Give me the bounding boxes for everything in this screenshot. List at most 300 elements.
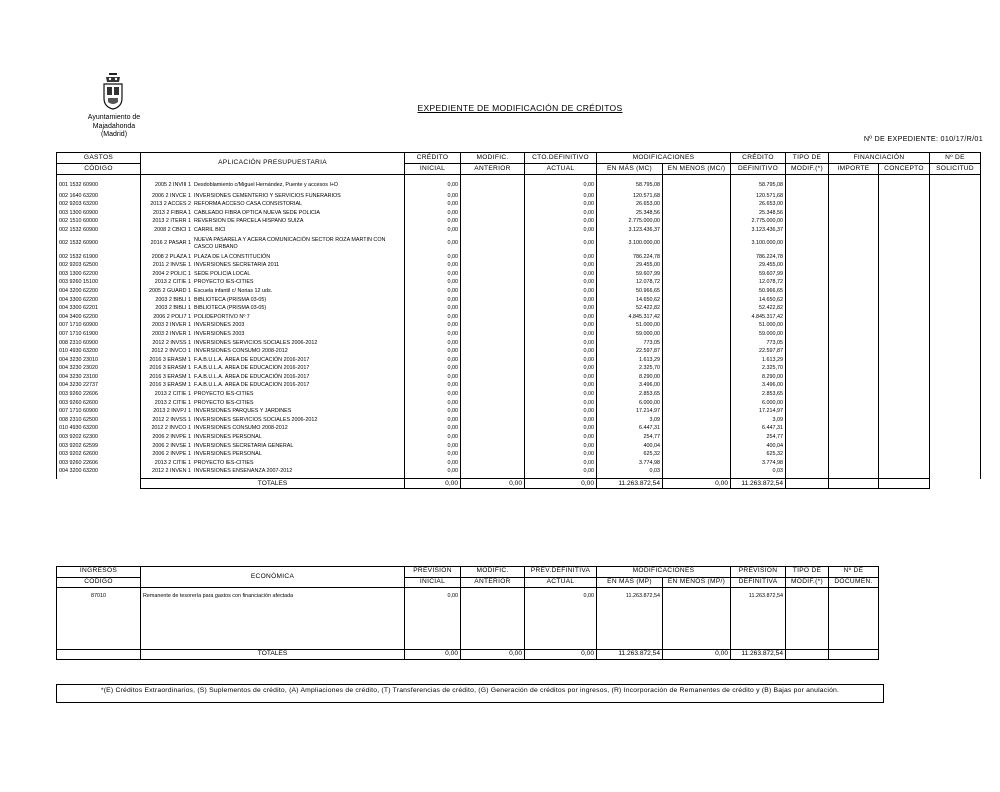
row-definitivo: 52.422,82 (731, 305, 786, 314)
row-anterior (461, 262, 525, 271)
row-concepto (879, 296, 930, 305)
table-row (57, 390, 981, 399)
table-row (57, 348, 981, 357)
row-actual: 0,00 (525, 408, 597, 417)
row-en-mas: 3,09 (597, 416, 663, 425)
row-inicial: 0,00 (405, 330, 461, 339)
row-en-mas: 254,77 (597, 433, 663, 442)
row-importe (829, 451, 879, 460)
row-definitivo: 14.650,62 (731, 296, 786, 305)
row-anterior (461, 218, 525, 227)
row-codigo: 003 1300 60900 (57, 209, 141, 218)
row-tipo (786, 192, 829, 201)
row-inicial: 0,00 (405, 270, 461, 279)
row-concepto (879, 201, 930, 210)
row-importe (829, 175, 879, 193)
row-descripcion: F.A.B.U.L.A. ÁREA DE EDUCACIÓN 2016-2017 (194, 373, 310, 380)
row-concepto (879, 330, 930, 339)
row-inicial: 0,00 (405, 365, 461, 374)
ing-total-anterior: 0,00 (461, 650, 525, 660)
row-anterior (461, 468, 525, 477)
row-importe (829, 305, 879, 314)
row-actual: 0,00 (525, 305, 597, 314)
row-concepto (879, 313, 930, 322)
row-en-mas: 400,04 (597, 442, 663, 451)
row-anterior (461, 270, 525, 279)
row-en-menos (663, 433, 731, 442)
row-codigo: 004 3300 62201 (57, 305, 141, 314)
header-modif: MODIF.(*) (786, 164, 829, 175)
row-aplicacion (141, 390, 405, 399)
row-solicitud (930, 416, 981, 425)
row-tipo (786, 226, 829, 235)
row-concepto (879, 373, 930, 382)
row-en-mas: 50.966,65 (597, 287, 663, 296)
row-aplicacion (141, 356, 405, 365)
row-inicial: 0,00 (405, 425, 461, 434)
row-en-menos (663, 408, 731, 417)
row-solicitud (930, 399, 981, 408)
table-row (57, 433, 981, 442)
table-row (57, 313, 981, 322)
row-tipo (786, 468, 829, 477)
table-row (57, 468, 981, 477)
table-row (57, 253, 981, 262)
row-codigo: 010 4930 63200 (57, 425, 141, 434)
row-definitivo: 12.078,72 (731, 279, 786, 288)
table-row (57, 373, 981, 382)
row-descripcion: INVERSIONES CEMENTERIO Y SERVICIOS FUNERARIOS (194, 192, 341, 199)
row-tipo (786, 459, 829, 468)
row-solicitud (930, 382, 981, 391)
row-definitivo: 58.795,08 (731, 175, 786, 193)
ing-inicial: 0,00 (405, 588, 461, 650)
row-concepto (879, 175, 930, 193)
row-codigo: 002 1532 60900 (57, 235, 141, 253)
row-en-menos (663, 390, 731, 399)
row-inicial: 0,00 (405, 175, 461, 193)
row-codigo: 003 9260 15100 (57, 279, 141, 288)
row-inicial: 0,00 (405, 209, 461, 218)
row-inicial: 0,00 (405, 296, 461, 305)
row-aplicacion (141, 442, 405, 451)
row-anterior (461, 356, 525, 365)
row-proyecto: 2006 2 INVPE 1 (152, 451, 191, 458)
row-actual: 0,00 (525, 279, 597, 288)
row-inicial: 0,00 (405, 451, 461, 460)
row-codigo: 002 1532 60900 (57, 226, 141, 235)
row-anterior (461, 305, 525, 314)
row-proyecto: 2006 2 POLI7 1 (153, 313, 191, 320)
row-codigo: 007 1710 61900 (57, 330, 141, 339)
row-proyecto: 2013 2 INVPJ 1 (153, 408, 191, 415)
row-definitivo: 59.000,00 (731, 330, 786, 339)
row-codigo: 003 9202 62300 (57, 433, 141, 442)
row-solicitud (930, 390, 981, 399)
row-anterior (461, 433, 525, 442)
row-aplicacion (141, 433, 405, 442)
table-row (57, 218, 981, 227)
row-en-mas: 59.000,00 (597, 330, 663, 339)
total-inicial: 0,00 (405, 479, 461, 489)
row-aplicacion (141, 365, 405, 374)
table-row (57, 416, 981, 425)
row-aplicacion (141, 348, 405, 357)
row-definitivo: 254,77 (731, 433, 786, 442)
row-anterior (461, 296, 525, 305)
table-row (57, 235, 981, 253)
row-definitivo: 25.348,56 (731, 209, 786, 218)
ing-total-inicial: 0,00 (405, 650, 461, 660)
row-inicial: 0,00 (405, 390, 461, 399)
row-aplicacion (141, 253, 405, 262)
row-descripcion: PROYECTO IES-CITIES (194, 279, 254, 286)
row-concepto (879, 459, 930, 468)
row-concepto (879, 279, 930, 288)
row-anterior (461, 408, 525, 417)
row-importe (829, 468, 879, 477)
row-concepto (879, 451, 930, 460)
row-aplicacion (141, 296, 405, 305)
row-actual: 0,00 (525, 209, 597, 218)
table-row (57, 226, 981, 235)
row-codigo: 004 3230 23010 (57, 356, 141, 365)
row-actual: 0,00 (525, 468, 597, 477)
ing-header-codigo: CÓDIGO (57, 577, 141, 588)
row-descripcion: F.A.B.U.L.A. ÁREA DE EDUCACIÓN 2016-2017 (194, 382, 310, 389)
row-actual: 0,00 (525, 339, 597, 348)
row-importe (829, 356, 879, 365)
expediente-number: Nº DE EXPEDIENTE: 010/17/R/01 (863, 134, 983, 143)
row-inicial: 0,00 (405, 433, 461, 442)
row-concepto (879, 235, 930, 253)
row-aplicacion (141, 287, 405, 296)
row-descripcion: PLAZA DE LA CONSTITUCIÓN (194, 253, 271, 260)
row-tipo (786, 348, 829, 357)
row-solicitud (930, 425, 981, 434)
row-codigo: 010 4930 63200 (57, 348, 141, 357)
row-proyecto: 2012 2 INVCO 1 (151, 348, 191, 355)
row-proyecto: 2008 2 PLAZA 1 (151, 253, 191, 260)
row-definitivo: 29.455,00 (731, 262, 786, 271)
row-tipo (786, 218, 829, 227)
row-importe (829, 390, 879, 399)
row-importe (829, 322, 879, 331)
row-tipo (786, 175, 829, 193)
row-en-menos (663, 382, 731, 391)
row-proyecto: 2006 2 INVCE 1 (152, 192, 191, 199)
row-en-menos (663, 253, 731, 262)
row-importe (829, 365, 879, 374)
row-descripcion: REFORMA ACCESO CASA CONSISTORIAL (194, 201, 303, 208)
row-tipo (786, 339, 829, 348)
ing-header-definitiva: DEFINITIVA (731, 577, 786, 588)
row-descripcion: F.A.B.U.L.A. ÁREA DE EDUCACIÓN 2016-2017 (194, 365, 310, 372)
row-en-mas: 4.845.317,42 (597, 313, 663, 322)
row-tipo (786, 390, 829, 399)
row-inicial: 0,00 (405, 218, 461, 227)
row-solicitud (930, 373, 981, 382)
row-importe (829, 425, 879, 434)
row-codigo: 004 3400 62200 (57, 313, 141, 322)
row-inicial: 0,00 (405, 226, 461, 235)
row-codigo: 002 1532 61900 (57, 253, 141, 262)
row-en-menos (663, 356, 731, 365)
row-en-mas: 3.496,00 (597, 382, 663, 391)
table-row (57, 296, 981, 305)
row-concepto (879, 416, 930, 425)
row-importe (829, 218, 879, 227)
row-actual: 0,00 (525, 192, 597, 201)
row-actual: 0,00 (525, 390, 597, 399)
row-concepto (879, 356, 930, 365)
table-row (57, 382, 981, 391)
row-proyecto: 2016 3 ERASM 1 (149, 365, 191, 372)
row-en-menos (663, 201, 731, 210)
row-aplicacion (141, 226, 405, 235)
row-importe (829, 373, 879, 382)
row-descripcion: POLIDEPORTIVO Nº 7 (194, 313, 250, 320)
header-modificaciones: MODIFICACIONES (597, 153, 731, 164)
table-row (57, 279, 981, 288)
row-anterior (461, 348, 525, 357)
row-en-mas: 773,05 (597, 339, 663, 348)
row-en-mas: 1.613,29 (597, 356, 663, 365)
row-anterior (461, 339, 525, 348)
ing-header-anterior: ANTERIOR (461, 577, 525, 588)
row-en-mas: 17.214,97 (597, 408, 663, 417)
row-definitivo: 51.000,00 (731, 322, 786, 331)
row-aplicacion (141, 262, 405, 271)
table-row (57, 201, 981, 210)
row-descripcion: CABLEADO FIBRA OPTICA NUEVA SEDE POLICIA (194, 209, 321, 216)
ing-header-ingresos: INGRESOS (57, 567, 141, 578)
row-en-mas: 12.078,72 (597, 279, 663, 288)
row-tipo (786, 408, 829, 417)
row-aplicacion (141, 305, 405, 314)
total-en-menos: 0,00 (663, 479, 731, 489)
row-proyecto: 2016 3 ERASM 1 (149, 382, 191, 389)
table-row (57, 442, 981, 451)
ing-header-tipo: TIPO DE (786, 567, 829, 578)
row-tipo (786, 399, 829, 408)
table-row (57, 408, 981, 417)
row-inicial: 0,00 (405, 201, 461, 210)
org-line-3: (Madrid) (100, 131, 128, 138)
row-aplicacion (141, 175, 405, 193)
row-actual: 0,00 (525, 270, 597, 279)
row-en-mas: 8.290,00 (597, 373, 663, 382)
ing-codigo: 87010 (57, 588, 141, 650)
row-definitivo: 59.607,99 (731, 270, 786, 279)
row-definitivo: 3,09 (731, 416, 786, 425)
header-definitivo: DEFINITIVO (731, 164, 786, 175)
ing-total-en-menos: 0,00 (663, 650, 731, 660)
row-importe (829, 279, 879, 288)
header-concepto: CONCEPTO (879, 164, 930, 175)
footnote: *(E) Créditos Extraordinarios, (S) Suplementos de crédito, (A) Ampliaciones de crédito, (T) Transferencias de crédito, (G) Generación de créditos por ingresos, (R) Incorporación de Remanentes de crédito y (B) Bajas por anulación. (56, 684, 884, 703)
header-gastos: GASTOS (57, 153, 141, 164)
row-descripcion: CARRIL BICI (194, 226, 226, 233)
header-cto-definitivo: CTO.DEFINITIVO (525, 153, 597, 164)
row-actual: 0,00 (525, 218, 597, 227)
row-aplicacion (141, 201, 405, 210)
row-codigo: 004 3230 23020 (57, 365, 141, 374)
row-actual: 0,00 (525, 365, 597, 374)
row-concepto (879, 365, 930, 374)
row-inicial: 0,00 (405, 235, 461, 253)
row-inicial: 0,00 (405, 468, 461, 477)
row-importe (829, 296, 879, 305)
row-definitivo: 3.100.000,00 (731, 235, 786, 253)
row-definitivo: 8.290,00 (731, 373, 786, 382)
row-en-menos (663, 330, 731, 339)
row-descripcion: BIBLIOTECA (PRISMA 03-05) (194, 305, 267, 312)
row-solicitud (930, 330, 981, 339)
row-proyecto: 2013 2 CITIE 1 (154, 399, 191, 406)
row-en-menos (663, 322, 731, 331)
row-importe (829, 313, 879, 322)
row-aplicacion (141, 322, 405, 331)
row-importe (829, 192, 879, 201)
row-definitivo: 3.774,98 (731, 459, 786, 468)
row-en-menos (663, 305, 731, 314)
row-anterior (461, 175, 525, 193)
row-descripcion: INVERSIONES CONSUMO 2008-2012 (194, 348, 288, 355)
row-codigo: 003 9202 62600 (57, 451, 141, 460)
row-concepto (879, 348, 930, 357)
table-row (57, 287, 981, 296)
row-descripcion: INVERSIONES SERVICIOS SOCIALES 2006-2012 (194, 416, 318, 423)
row-anterior (461, 235, 525, 253)
ing-header-prevision-def: PREVISIÓN (731, 567, 786, 578)
row-anterior (461, 209, 525, 218)
row-tipo (786, 201, 829, 210)
row-definitivo: 3.123.436,37 (731, 226, 786, 235)
ing-en-mas: 11.263.872,54 (597, 588, 663, 650)
header-en-mas: EN MÁS (MC) (597, 164, 663, 175)
row-proyecto: 2013 2 CITIE 1 (154, 459, 191, 466)
row-concepto (879, 287, 930, 296)
row-aplicacion (141, 399, 405, 408)
row-actual: 0,00 (525, 425, 597, 434)
row-en-mas: 3.123.436,37 (597, 226, 663, 235)
row-solicitud (930, 287, 981, 296)
row-concepto (879, 390, 930, 399)
ing-header-documen-2: DOCUMEN. (829, 577, 879, 588)
row-en-menos (663, 442, 731, 451)
row-aplicacion (141, 279, 405, 288)
row-solicitud (930, 339, 981, 348)
row-inicial: 0,00 (405, 382, 461, 391)
row-solicitud (930, 226, 981, 235)
row-proyecto: 2006 2 INVSE 1 (152, 442, 191, 449)
row-actual: 0,00 (525, 313, 597, 322)
row-solicitud (930, 253, 981, 262)
row-tipo (786, 296, 829, 305)
row-definitivo: 6.000,00 (731, 399, 786, 408)
row-definitivo: 2.775.000,00 (731, 218, 786, 227)
row-anterior (461, 399, 525, 408)
total-definitivo: 11.263.872,54 (731, 479, 786, 489)
row-solicitud (930, 192, 981, 201)
row-descripcion: INVERSIONES SECRETARIA 2011 (194, 262, 280, 269)
row-en-mas: 29.455,00 (597, 262, 663, 271)
row-actual: 0,00 (525, 416, 597, 425)
row-concepto (879, 433, 930, 442)
row-importe (829, 399, 879, 408)
row-aplicacion (141, 451, 405, 460)
row-tipo (786, 313, 829, 322)
row-actual: 0,00 (525, 235, 597, 253)
row-concepto (879, 339, 930, 348)
row-descripcion: BIBLIOTECA (PRISMA 03-05) (194, 296, 267, 303)
row-codigo: 002 1640 63200 (57, 192, 141, 201)
row-aplicacion (141, 373, 405, 382)
row-codigo: 003 9260 22606 (57, 390, 141, 399)
row-proyecto: 2005 2 INVIII 1 (155, 182, 191, 189)
header-solicitud-2: SOLICITUD (930, 164, 981, 175)
row-en-mas: 6.447,31 (597, 425, 663, 434)
table-row (57, 175, 981, 193)
row-codigo: 001 1532 60900 (57, 175, 141, 193)
row-aplicacion (141, 425, 405, 434)
row-actual: 0,00 (525, 330, 597, 339)
row-importe (829, 339, 879, 348)
row-concepto (879, 218, 930, 227)
row-definitivo: 1.613,29 (731, 356, 786, 365)
row-tipo (786, 356, 829, 365)
row-descripcion: F.A.B.U.L.A. ÁREA DE EDUCACIÓN 2016-2017 (194, 356, 310, 363)
ingresos-totals-row (57, 650, 879, 660)
ing-header-modif: MODIF.(*) (786, 577, 829, 588)
row-en-menos (663, 175, 731, 193)
row-importe (829, 416, 879, 425)
row-descripcion: Desdoblamiento c/Miguel Hernández, Puente y accesos I+D (194, 182, 338, 189)
row-en-mas: 22.597,87 (597, 348, 663, 357)
ing-header-documen: Nº DE (829, 567, 879, 578)
row-actual: 0,00 (525, 175, 597, 193)
table-row (57, 339, 981, 348)
row-definitivo: 50.966,65 (731, 287, 786, 296)
row-descripcion: INVERSIONES 2003 (194, 322, 245, 329)
row-definitivo: 2.853,65 (731, 390, 786, 399)
table-row (57, 209, 981, 218)
row-proyecto: 2013 2 FIBRA 1 (152, 209, 191, 216)
row-definitivo: 6.447,31 (731, 425, 786, 434)
table-row (57, 262, 981, 271)
row-en-mas: 3.100.000,00 (597, 235, 663, 253)
row-concepto (879, 262, 930, 271)
row-codigo: 008 2310 62500 (57, 416, 141, 425)
row-descripcion: SEDE POLICIA LOCAL (194, 270, 251, 277)
row-aplicacion (141, 408, 405, 417)
row-inicial: 0,00 (405, 279, 461, 288)
row-tipo (786, 209, 829, 218)
row-inicial: 0,00 (405, 313, 461, 322)
row-actual: 0,00 (525, 226, 597, 235)
row-en-mas: 14.650,62 (597, 296, 663, 305)
row-solicitud (930, 356, 981, 365)
row-anterior (461, 313, 525, 322)
row-actual: 0,00 (525, 262, 597, 271)
row-solicitud (930, 468, 981, 477)
row-concepto (879, 322, 930, 331)
row-anterior (461, 279, 525, 288)
header-en-menos: EN MENOS (MC/) (663, 164, 731, 175)
row-proyecto: 2012 2 INVSS 1 (152, 339, 191, 346)
header-credito-def: CRÉDITO (731, 153, 786, 164)
